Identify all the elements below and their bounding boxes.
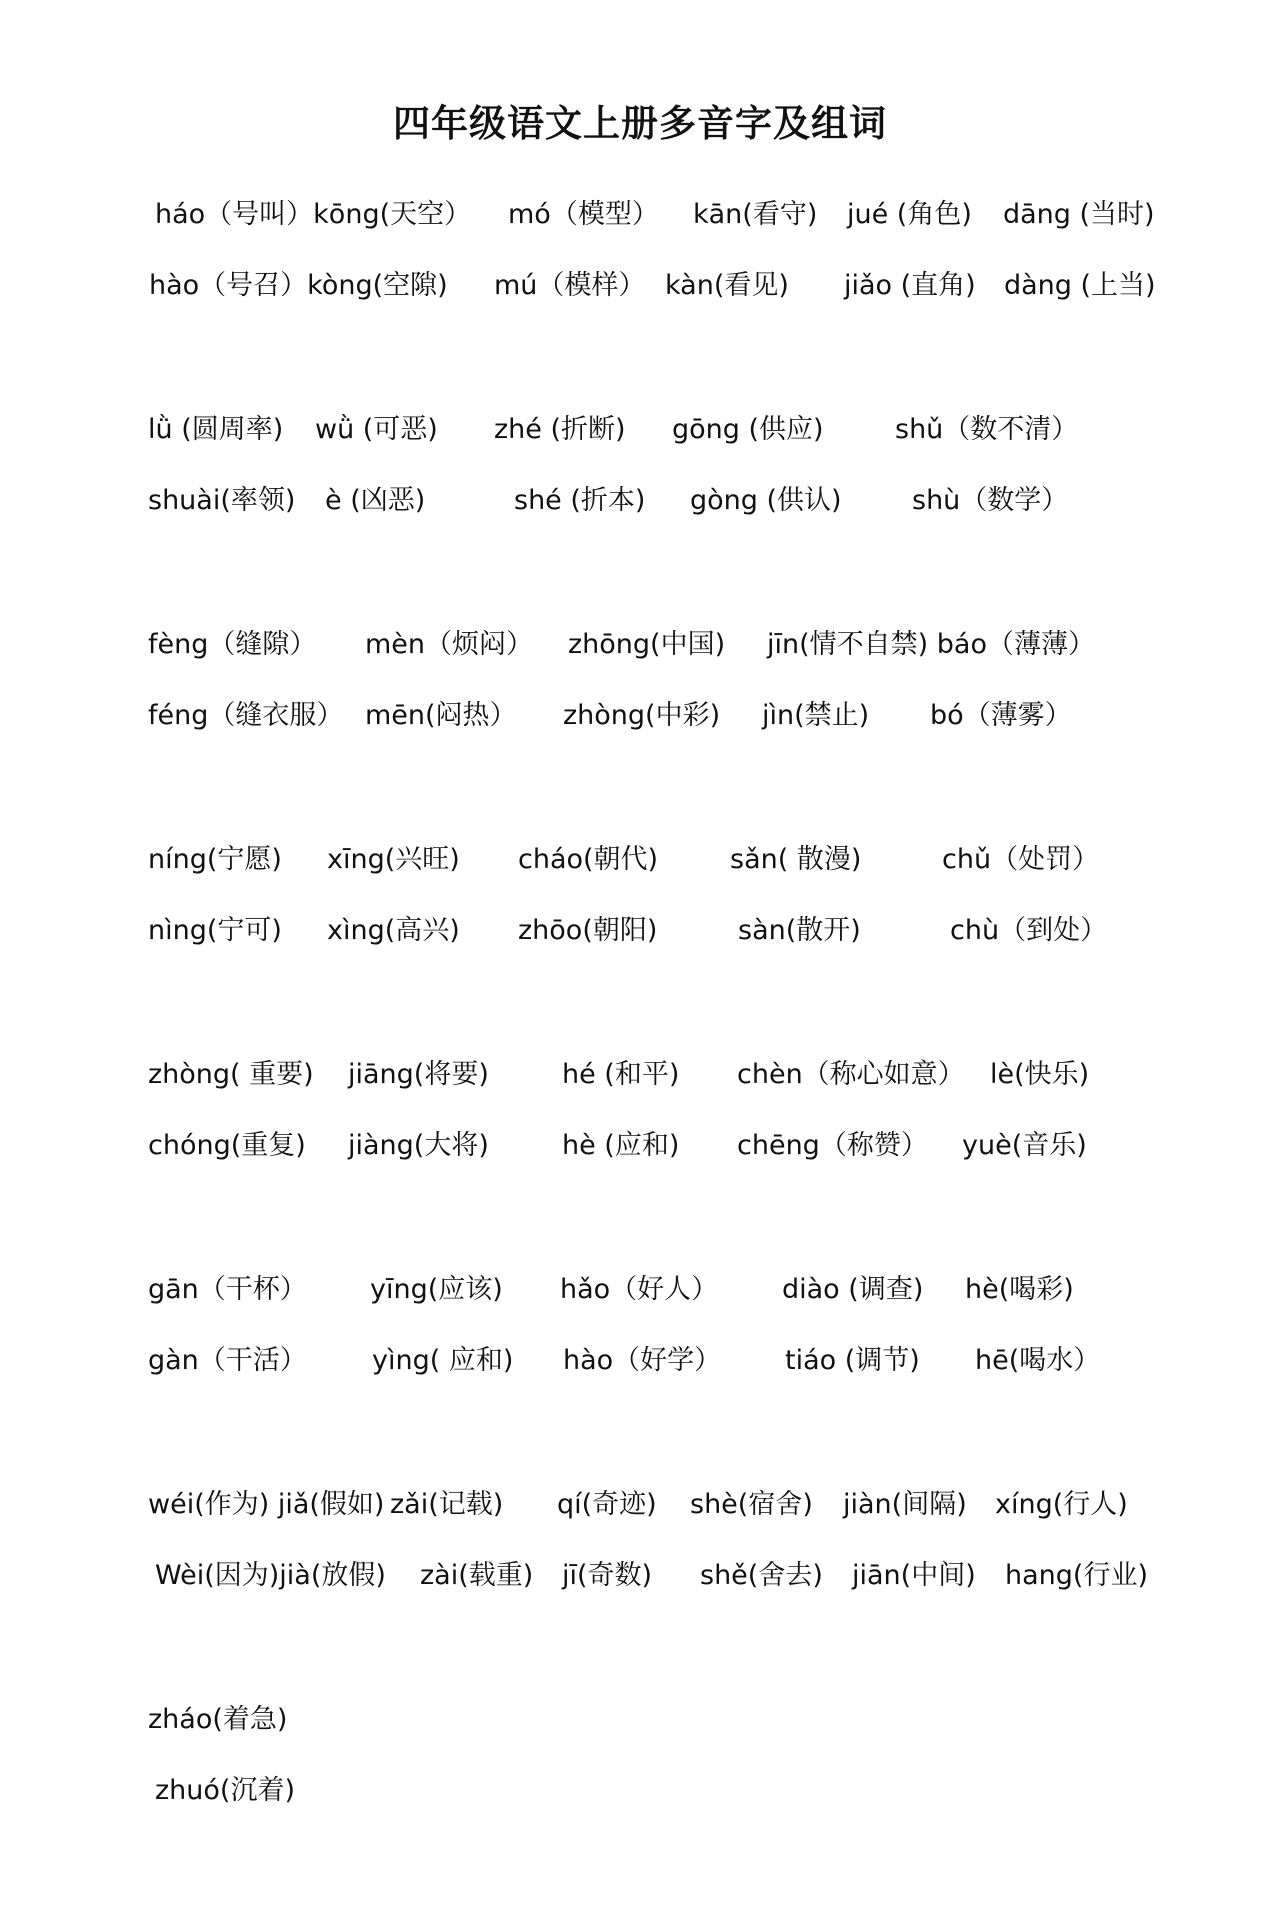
word-entry: jiàng(大将) [348, 1130, 489, 1161]
word-entry: zhōo(朝阳) [518, 915, 658, 946]
word-entry: mèn（烦闷） [365, 629, 534, 660]
word-entry: gàn（干活） [148, 1345, 307, 1376]
word-entry: jué (角色) [847, 199, 972, 230]
word-row [0, 265, 1280, 307]
word-entry: zài(载重) [420, 1560, 534, 1591]
word-entry: hè (应和) [562, 1130, 680, 1161]
word-entry: lǜ (圆周率) [148, 414, 284, 445]
word-entry: zǎi(记载) [390, 1489, 504, 1520]
word-row [0, 1484, 1280, 1526]
word-row [0, 624, 1280, 666]
word-entry: dāng (当时) [1003, 199, 1155, 230]
word-entry: mú（模样） [494, 270, 646, 301]
word-entry: jiǎo (直角) [844, 270, 976, 301]
word-row [0, 1269, 1280, 1311]
word-entry: shuài(率领) [148, 485, 296, 516]
word-entry: jìn(禁止) [762, 700, 870, 731]
word-entry: xīng(兴旺) [327, 844, 460, 875]
word-entry: sàn(散开) [738, 915, 861, 946]
word-entry: sǎn( 散漫) [730, 844, 862, 875]
word-entry: zhōng(中国) [568, 629, 726, 660]
word-entry: mēn(闷热） [365, 700, 517, 731]
word-entry: gān（干杯） [148, 1274, 307, 1305]
word-entry: zhòng( 重要) [148, 1059, 314, 1090]
word-row [0, 194, 1280, 236]
word-entry: zhòng(中彩) [563, 700, 721, 731]
word-entry: fèng（缝隙） [148, 629, 317, 660]
word-entry: shě(舍去) [700, 1560, 823, 1591]
word-entry: mó（模型） [508, 199, 659, 230]
word-row [0, 910, 1280, 952]
word-entry: chèn（称心如意） [737, 1059, 965, 1090]
word-entry: jiàn(间隔) [843, 1489, 967, 1520]
word-row [0, 1555, 1280, 1597]
word-entry: jiān(中间) [852, 1560, 976, 1591]
word-entry: kān(看守) [693, 199, 818, 230]
word-entry: jiāng(将要) [348, 1059, 489, 1090]
word-entry: xíng(行人) [995, 1489, 1128, 1520]
word-entry: kàn(看见) [665, 270, 789, 301]
word-entry: hào（好学） [563, 1345, 722, 1376]
word-entry: nìng(宁可) [148, 915, 282, 946]
word-entry: qí(奇迹) [557, 1489, 657, 1520]
word-entry: cháo(朝代) [518, 844, 659, 875]
word-entry: diào (调查) [782, 1274, 924, 1305]
word-entry: féng（缝衣服） [148, 700, 344, 731]
word-entry: hè(喝彩) [965, 1274, 1074, 1305]
word-entry: yuè(音乐) [962, 1130, 1087, 1161]
word-entry: Wèi(因为)jià(放假) [155, 1560, 386, 1591]
word-entry: gōng (供应) [672, 414, 824, 445]
word-row [0, 1125, 1280, 1167]
word-entry: dàng (上当) [1004, 270, 1156, 301]
word-entry: hé (和平) [562, 1059, 680, 1090]
word-entry: yīng(应该) [370, 1274, 503, 1305]
word-entry: háo（号叫）kōng(天空） [155, 199, 472, 230]
word-row [0, 1770, 1280, 1812]
word-entry: chù（到处） [950, 915, 1108, 946]
word-entry: yìng( 应和) [372, 1345, 514, 1376]
word-row [0, 1699, 1280, 1741]
word-entry: shǔ（数不清） [895, 414, 1079, 445]
page-title: 四年级语文上册多音字及组词 [393, 102, 887, 145]
word-row [0, 480, 1280, 522]
word-entry: chǔ（处罚） [942, 844, 1100, 875]
word-entry: shù（数学） [912, 485, 1069, 516]
word-row [0, 695, 1280, 737]
word-entry: hang(行业) [1005, 1560, 1148, 1591]
word-entry: shè(宿舍) [690, 1489, 813, 1520]
word-entry: lè(快乐) [990, 1059, 1090, 1090]
word-entry: chóng(重复) [148, 1130, 306, 1161]
word-entry: wǜ (可恶) [315, 414, 438, 445]
word-entry: hào（号召）kòng(空隙) [149, 270, 448, 301]
word-row [0, 839, 1280, 881]
word-entry: bó（薄雾） [930, 700, 1072, 731]
word-entry: zháo(着急) [148, 1704, 288, 1735]
word-entry: gòng (供认) [690, 485, 842, 516]
word-entry: hē(喝水） [975, 1345, 1101, 1376]
word-entry: jīn(情不自禁) báo（薄薄） [767, 629, 1095, 660]
word-entry: jī(奇数) [562, 1560, 653, 1591]
word-row [0, 1340, 1280, 1382]
word-entry: tiáo (调节) [785, 1345, 920, 1376]
word-entry: xìng(高兴) [327, 915, 460, 946]
word-entry: níng(宁愿) [148, 844, 282, 875]
word-entry: hǎo（好人） [560, 1274, 719, 1305]
word-entry: è (凶恶) [325, 485, 426, 516]
word-entry: chēng（称赞） [737, 1130, 928, 1161]
word-entry: shé (折本) [514, 485, 646, 516]
word-entry: zhé (折断) [494, 414, 626, 445]
word-entry: wéi(作为) jiǎ(假如) [148, 1489, 385, 1520]
word-row [0, 1054, 1280, 1096]
word-row [0, 409, 1280, 451]
word-entry: zhuó(沉着) [155, 1775, 295, 1806]
